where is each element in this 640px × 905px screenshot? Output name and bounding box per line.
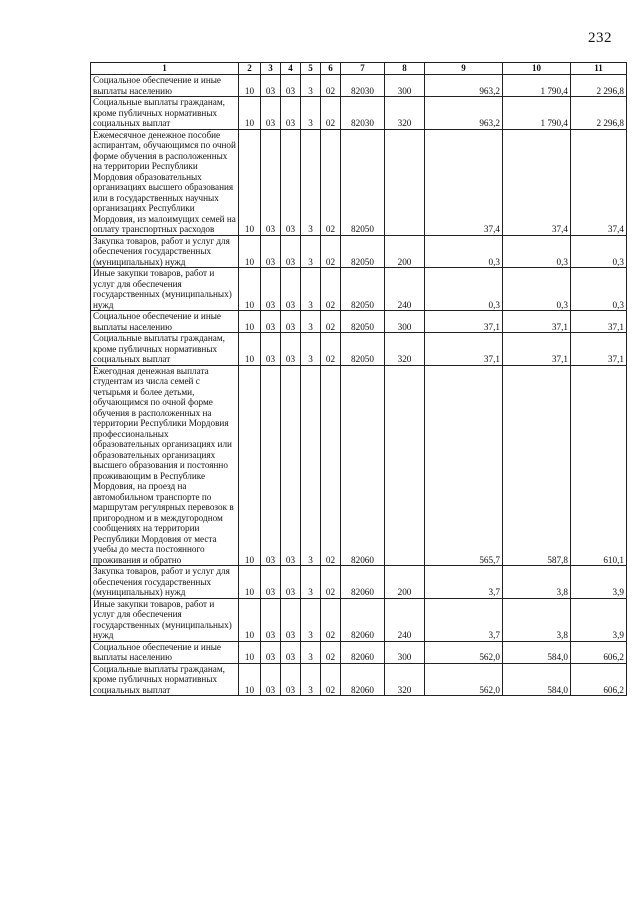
event-code: 02	[321, 129, 341, 235]
program-code: 03	[281, 365, 301, 566]
program-code: 03	[281, 566, 301, 599]
section-code: 10	[239, 75, 261, 97]
event-code: 02	[321, 333, 341, 366]
amount-year-1: 963,2	[425, 97, 503, 130]
amount-year-3: 0,3	[571, 235, 627, 268]
amount-year-3: 37,1	[571, 311, 627, 333]
column-header: 3	[261, 63, 281, 75]
section-code: 10	[239, 235, 261, 268]
budget-table	[90, 62, 627, 696]
row-name: Социальное обеспечение и иные выплаты населению	[91, 75, 239, 97]
program-code: 03	[281, 333, 301, 366]
subsection-code: 03	[261, 311, 281, 333]
row-name: Социальные выплаты гражданам, кроме публичных нормативных социальных выплат	[91, 333, 239, 366]
column-header: 6	[321, 63, 341, 75]
event-code: 02	[321, 663, 341, 696]
program-code: 03	[281, 268, 301, 311]
event-code: 02	[321, 235, 341, 268]
row-name: Закупка товаров, работ и услуг для обеспечения государственных (муниципальных) нужд	[91, 235, 239, 268]
amount-year-1: 0,3	[425, 268, 503, 311]
section-code: 10	[239, 663, 261, 696]
expense-type-code: 240	[385, 598, 425, 641]
table-row	[91, 598, 627, 641]
amount-year-1: 565,7	[425, 365, 503, 566]
table-row	[91, 333, 627, 366]
row-name: Социальные выплаты гражданам, кроме публичных нормативных социальных выплат	[91, 663, 239, 696]
event-code: 02	[321, 365, 341, 566]
expense-type-code: 300	[385, 311, 425, 333]
amount-year-1: 3,7	[425, 598, 503, 641]
table-row	[91, 235, 627, 268]
program-code: 03	[281, 235, 301, 268]
section-code: 10	[239, 268, 261, 311]
expense-type-code	[385, 129, 425, 235]
amount-year-2: 37,1	[503, 311, 571, 333]
table-row	[91, 566, 627, 599]
amount-year-3: 3,9	[571, 598, 627, 641]
row-name: Закупка товаров, работ и услуг для обеспечения государственных (муниципальных) нужд	[91, 566, 239, 599]
subsection-code: 03	[261, 97, 281, 130]
amount-year-1: 3,7	[425, 566, 503, 599]
subsection-code: 03	[261, 365, 281, 566]
column-header: 5	[301, 63, 321, 75]
subprogram-code: 3	[301, 365, 321, 566]
table-row	[91, 268, 627, 311]
subsection-code: 03	[261, 333, 281, 366]
amount-year-2: 0,3	[503, 268, 571, 311]
subsection-code: 03	[261, 641, 281, 663]
subprogram-code: 3	[301, 235, 321, 268]
target-code: 82050	[341, 311, 385, 333]
subprogram-code: 3	[301, 97, 321, 130]
amount-year-3: 606,2	[571, 663, 627, 696]
expense-type-code: 320	[385, 663, 425, 696]
amount-year-1: 562,0	[425, 641, 503, 663]
amount-year-2: 1 790,4	[503, 97, 571, 130]
amount-year-3: 606,2	[571, 641, 627, 663]
expense-type-code: 320	[385, 333, 425, 366]
program-code: 03	[281, 97, 301, 130]
program-code: 03	[281, 641, 301, 663]
amount-year-2: 584,0	[503, 641, 571, 663]
amount-year-2: 37,1	[503, 333, 571, 366]
row-name: Социальное обеспечение и иные выплаты населению	[91, 311, 239, 333]
program-code: 03	[281, 75, 301, 97]
amount-year-3: 0,3	[571, 268, 627, 311]
event-code: 02	[321, 268, 341, 311]
amount-year-3: 610,1	[571, 365, 627, 566]
subsection-code: 03	[261, 235, 281, 268]
table-row	[91, 97, 627, 130]
target-code: 82060	[341, 663, 385, 696]
target-code: 82050	[341, 333, 385, 366]
table-row	[91, 663, 627, 696]
amount-year-2: 37,4	[503, 129, 571, 235]
event-code: 02	[321, 311, 341, 333]
amount-year-3: 3,9	[571, 566, 627, 599]
amount-year-1: 963,2	[425, 75, 503, 97]
row-name: Ежегодная денежная выплата студентам из числа семей с четырьмя и более детьми, обучающимся по очной форме обучения в расположенных на территории Республики Мордовия профессиональных образовательных организациях или образовательных организациях высшего образования и постоянно проживающим в Республике Мордовия, на проезд на автомобильном транспорте по маршрутам регулярных перевозок в пригородном и в междугородном сообщениях на территории Республики Мордовия от места учебы до места постоянного проживания и обратно	[91, 365, 239, 566]
program-code: 03	[281, 663, 301, 696]
subsection-code: 03	[261, 268, 281, 311]
amount-year-3: 2 296,8	[571, 75, 627, 97]
target-code: 82050	[341, 235, 385, 268]
subprogram-code: 3	[301, 663, 321, 696]
row-name: Социальное обеспечение и иные выплаты населению	[91, 641, 239, 663]
target-code: 82060	[341, 566, 385, 599]
expense-type-code	[385, 365, 425, 566]
section-code: 10	[239, 365, 261, 566]
amount-year-2: 584,0	[503, 663, 571, 696]
program-code: 03	[281, 598, 301, 641]
expense-type-code: 300	[385, 75, 425, 97]
subsection-code: 03	[261, 75, 281, 97]
subsection-code: 03	[261, 598, 281, 641]
amount-year-1: 37,4	[425, 129, 503, 235]
amount-year-2: 3,8	[503, 598, 571, 641]
subprogram-code: 3	[301, 641, 321, 663]
subprogram-code: 3	[301, 311, 321, 333]
amount-year-2: 3,8	[503, 566, 571, 599]
subsection-code: 03	[261, 663, 281, 696]
subprogram-code: 3	[301, 75, 321, 97]
subprogram-code: 3	[301, 268, 321, 311]
target-code: 82050	[341, 268, 385, 311]
subprogram-code: 3	[301, 598, 321, 641]
subsection-code: 03	[261, 129, 281, 235]
row-name: Иные закупки товаров, работ и услуг для обеспечения государственных (муниципальных) нужд	[91, 598, 239, 641]
table-row	[91, 365, 627, 566]
table-header-row	[91, 63, 627, 75]
column-header: 11	[571, 63, 627, 75]
subprogram-code: 3	[301, 129, 321, 235]
row-name: Иные закупки товаров, работ и услуг для обеспечения государственных (муниципальных) нужд	[91, 268, 239, 311]
table-row	[91, 129, 627, 235]
amount-year-3: 37,1	[571, 333, 627, 366]
table-row	[91, 641, 627, 663]
subsection-code: 03	[261, 566, 281, 599]
amount-year-1: 37,1	[425, 333, 503, 366]
event-code: 02	[321, 566, 341, 599]
target-code: 82030	[341, 97, 385, 130]
expense-type-code: 200	[385, 235, 425, 268]
row-name: Социальные выплаты гражданам, кроме публичных нормативных социальных выплат	[91, 97, 239, 130]
column-header: 10	[503, 63, 571, 75]
section-code: 10	[239, 311, 261, 333]
amount-year-3: 37,4	[571, 129, 627, 235]
table-row	[91, 75, 627, 97]
amount-year-2: 1 790,4	[503, 75, 571, 97]
amount-year-2: 0,3	[503, 235, 571, 268]
amount-year-1: 0,3	[425, 235, 503, 268]
target-code: 82060	[341, 365, 385, 566]
event-code: 02	[321, 598, 341, 641]
column-header: 4	[281, 63, 301, 75]
target-code: 82030	[341, 75, 385, 97]
column-header: 7	[341, 63, 385, 75]
column-header: 9	[425, 63, 503, 75]
section-code: 10	[239, 598, 261, 641]
expense-type-code: 240	[385, 268, 425, 311]
event-code: 02	[321, 97, 341, 130]
table-row	[91, 311, 627, 333]
row-name: Ежемесячное денежное пособие аспирантам, обучающимся по очной форме обучения в расположенных на территории Республики Мордовия образовательных организациях высшего образования или в государственных научных организациях Республики Мордовия, из малоимущих семей на оплату транспортных расходов	[91, 129, 239, 235]
event-code: 02	[321, 75, 341, 97]
column-header: 8	[385, 63, 425, 75]
amount-year-1: 562,0	[425, 663, 503, 696]
subprogram-code: 3	[301, 333, 321, 366]
expense-type-code: 320	[385, 97, 425, 130]
target-code: 82060	[341, 598, 385, 641]
section-code: 10	[239, 129, 261, 235]
section-code: 10	[239, 333, 261, 366]
subprogram-code: 3	[301, 566, 321, 599]
amount-year-2: 587,8	[503, 365, 571, 566]
expense-type-code: 200	[385, 566, 425, 599]
expense-type-code: 300	[385, 641, 425, 663]
page-number: 232	[588, 30, 612, 46]
section-code: 10	[239, 566, 261, 599]
program-code: 03	[281, 311, 301, 333]
amount-year-1: 37,1	[425, 311, 503, 333]
event-code: 02	[321, 641, 341, 663]
column-header: 1	[91, 63, 239, 75]
section-code: 10	[239, 97, 261, 130]
column-header: 2	[239, 63, 261, 75]
amount-year-3: 2 296,8	[571, 97, 627, 130]
target-code: 82060	[341, 641, 385, 663]
section-code: 10	[239, 641, 261, 663]
target-code: 82050	[341, 129, 385, 235]
program-code: 03	[281, 129, 301, 235]
